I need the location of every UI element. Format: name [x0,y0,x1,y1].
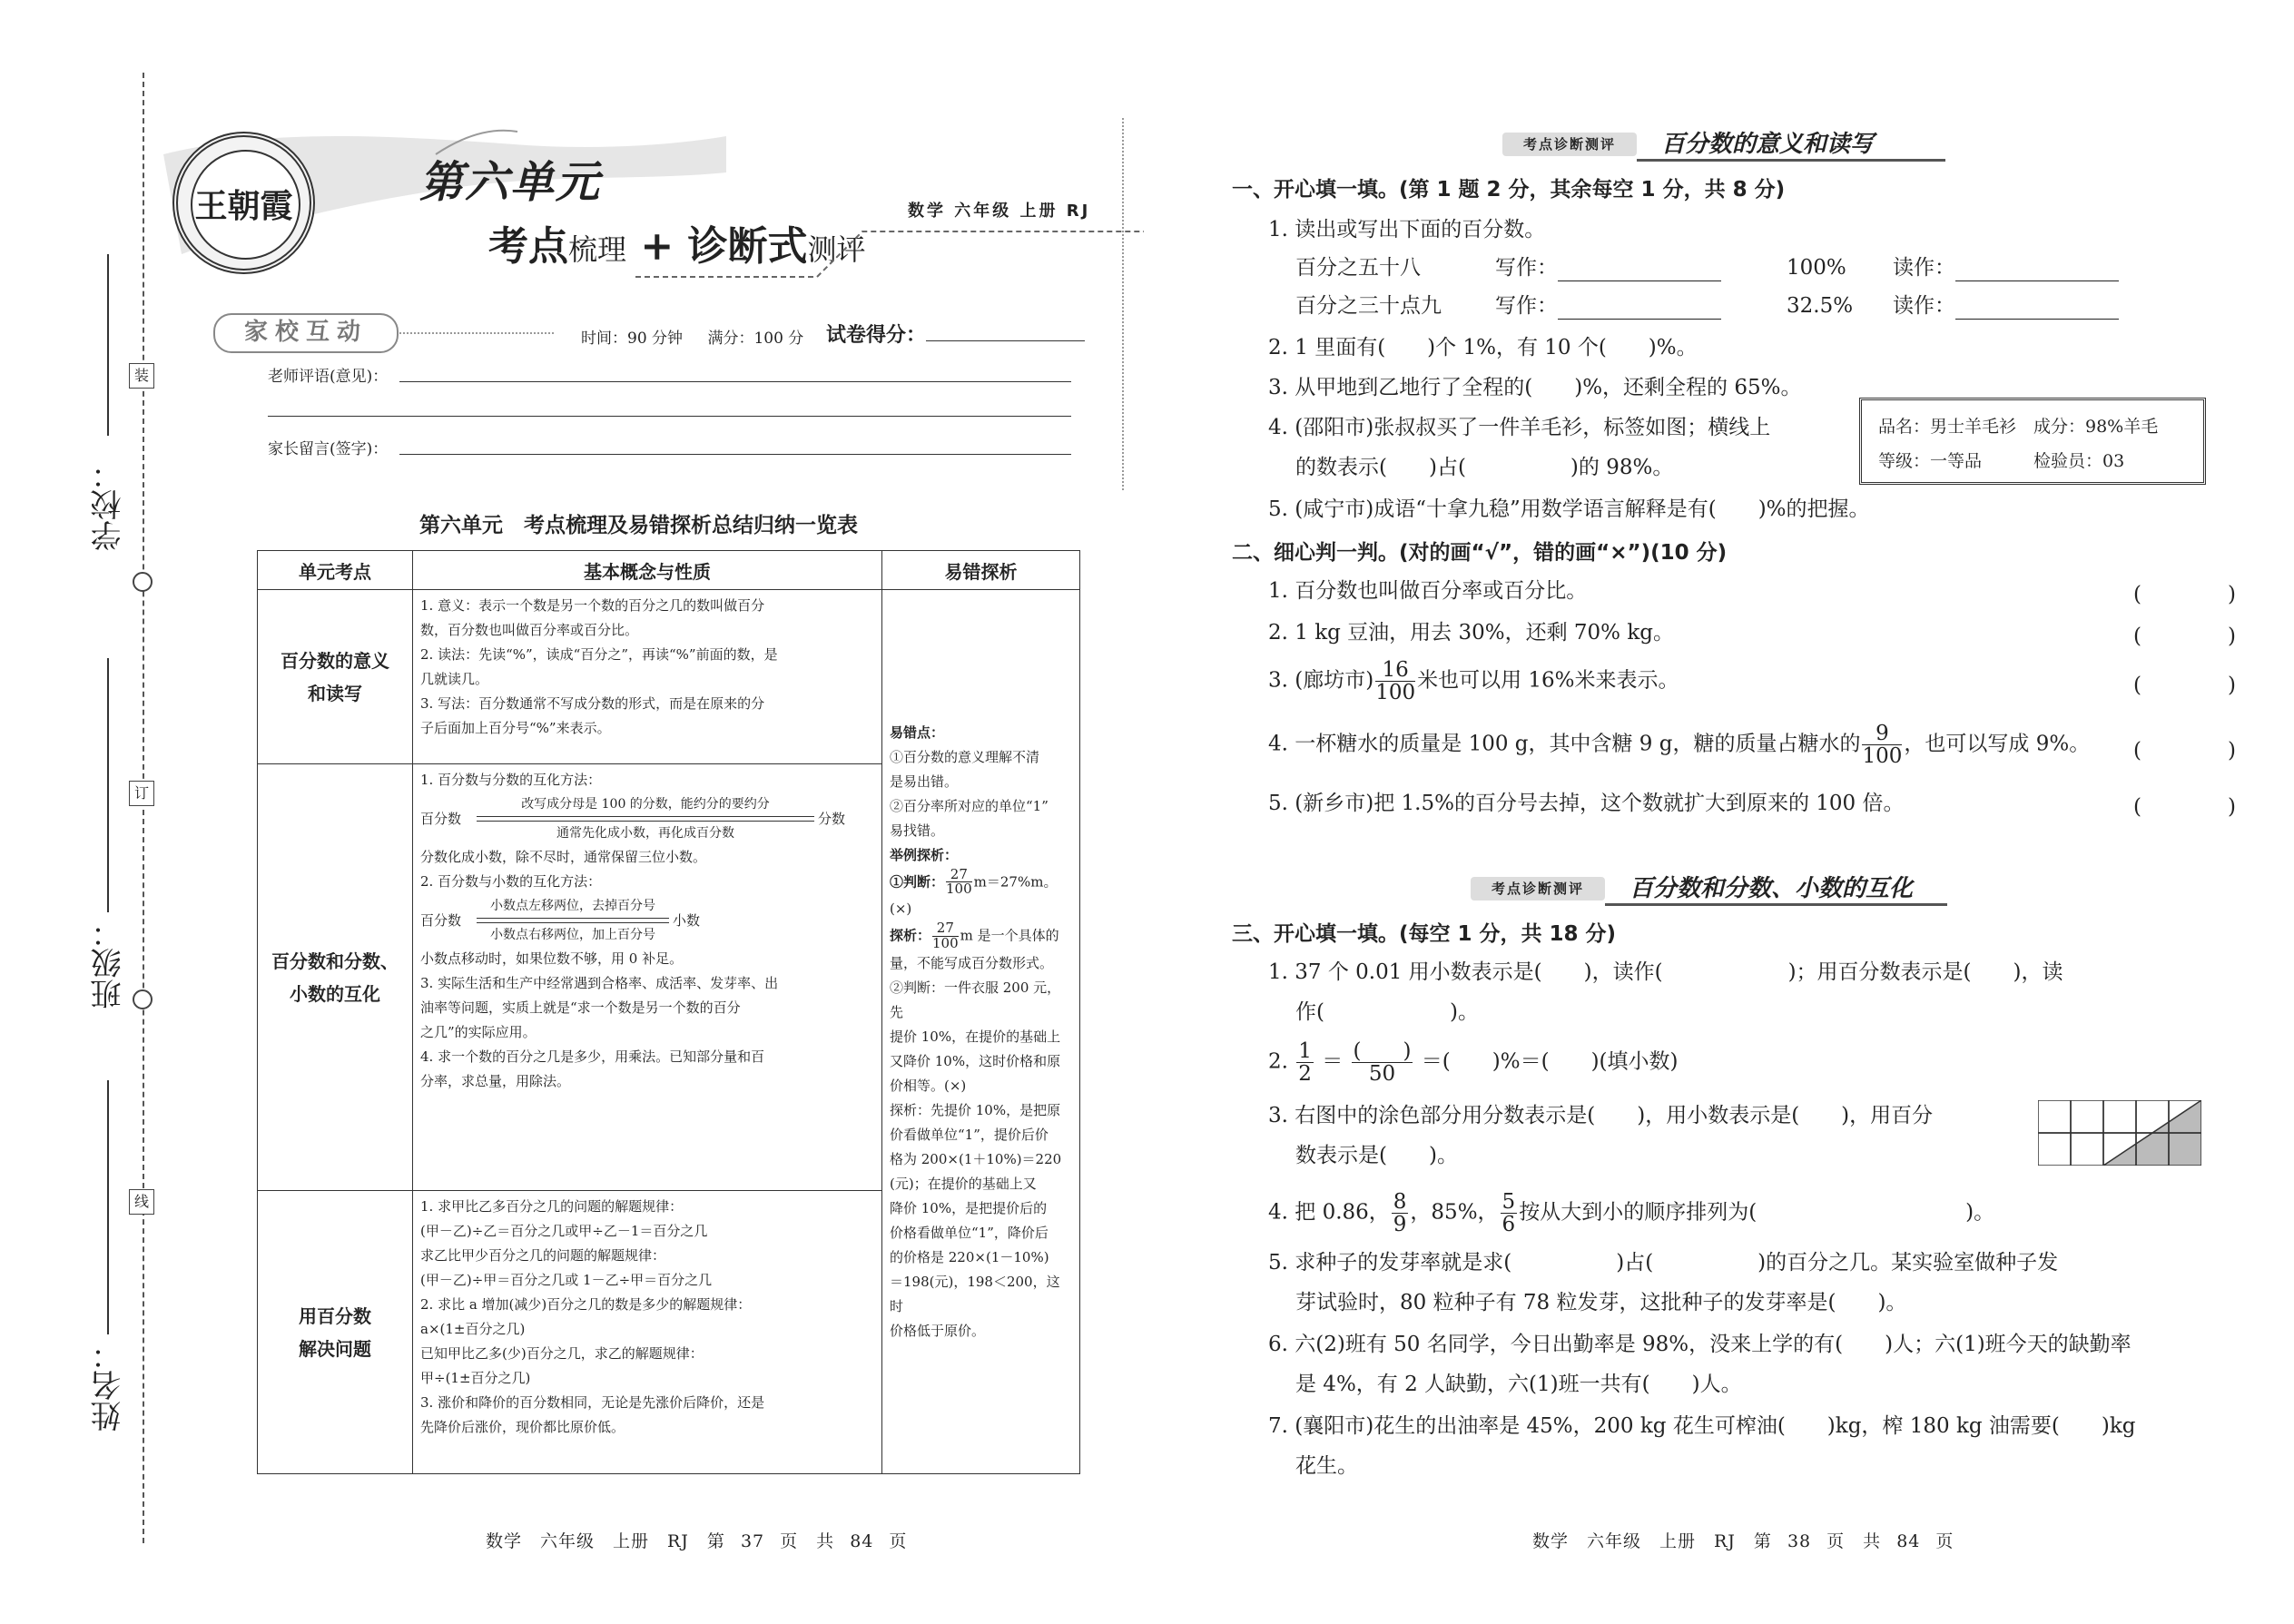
judge-answer-paren[interactable]: ( ) [2133,739,2269,763]
teacher-comment-label: 老师评语(意见)： [268,368,389,386]
concept-line: 3. 实际生活和生产中经常遇到合格率、成活率、发芽率、出 [420,975,779,991]
question-text: 3. 从甲地到乙地行了全程的( )%，还剩全程的 65%。 [1268,376,1802,399]
pitfall-line: 价格看做单位“1”，降价后 [890,1224,1049,1241]
answer-blank[interactable] [1558,261,1721,281]
concept-line: 小数点移动时，如果位数不够，用 0 补足。 [420,950,684,967]
pitfall-line: ＝198(元)，198＜200，这时 [890,1273,1060,1314]
pitfall-example [890,921,1072,951]
read-label: 读作： [1893,294,1955,318]
question-text: 百分之五十八 [1295,256,1421,280]
concept-line: 2. 求比 a 增加(减少)百分之几的数是多少的解题规律： [420,1296,752,1313]
grid-cell [2103,1100,2136,1133]
numerator: 1 [1298,1039,1312,1063]
answer-blank[interactable] [1558,299,1721,320]
pitfall-line: 格为 200×(1＋10%)＝220 [890,1150,1062,1167]
denominator: 2 [1298,1062,1312,1087]
question-text [1268,1191,1994,1235]
judge-question: 5. (新乡市)把 1.5%的百分号去掉，这个数就扩大到原来的 100 倍。 [1268,792,1905,815]
grid-cell [2038,1133,2071,1166]
topic-line: 百分数的意义 [281,649,389,672]
denominator: 6 [1501,1213,1516,1237]
score-blank[interactable] [926,340,1085,341]
pitfall-text: m 是一个具体的 [960,927,1059,944]
pitfall-line: ②判断：一件衣服 200 元，先 [890,979,1061,1020]
section-heading: 三、开心填一填。(每空 1 分，共 18 分) [1232,922,1617,946]
concept-line: 已知甲比乙多(少)百分之几，求乙的解题规律： [420,1345,704,1362]
question-text: 32.5% [1787,294,1854,318]
question-text: 6. 六(2)班有 50 名同学，今日出勤率是 98%，没来上学的有( )人；六(1)班今天的缺勤率 [1268,1333,2132,1356]
grid-cell [2038,1100,2071,1133]
judge-answer-paren[interactable]: ( ) [2133,795,2269,819]
concept-line: a×(1±百分之几) [420,1321,526,1337]
fraction [1501,1191,1518,1235]
concept-line: (甲－乙)÷乙＝百分之几或甲÷乙－1＝百分之几 [420,1223,708,1239]
pitfall-line: (元)；在提价的基础上又 [890,1175,1037,1192]
concept-line: 3. 涨价和降价的百分数相同，无论是先涨价后降价，还是 [420,1394,765,1411]
question-text: ＝ [1322,1049,1344,1074]
fraction [932,921,959,951]
pitfall-line: 又降价 10%，这时价格和原 [890,1052,1061,1069]
denominator: 100 [1375,681,1416,705]
section-banner [1502,125,1947,162]
label-row: 品名：男士羊毛衫 成分：98%羊毛 [1878,417,2159,437]
concept-line: (甲－乙)÷甲＝百分之几或 1－乙÷甲＝百分之几 [420,1272,713,1288]
subtitle-plus: + [640,223,674,270]
double-arrow [477,916,669,925]
numerator: 27 [946,868,972,883]
numerator: 5 [1501,1190,1516,1214]
question-text: 芽试验时，80 粒种子有 78 粒发芽，这批种子的发芽率是( )。 [1295,1291,1907,1314]
write-label: 写作： [1495,294,1558,318]
concept-cell [413,764,882,1191]
pitfall-line: ①百分数的意义理解不清 [890,748,1040,765]
question-text: ＝( )%＝( )(填小数) [1421,1049,1679,1074]
publisher-logo [172,132,315,274]
section-heading: 一、开心填一填。(第 1 题 2 分，其余每空 1 分，共 8 分) [1232,178,1786,202]
pitfall-example [890,865,1072,922]
judge-question: 1. 百分数也叫做百分率或百分比。 [1268,579,1588,603]
pitfall-line: 举例探析： [890,846,959,863]
arrow-top-label: 小数点左移两位，去掉百分号 [490,899,655,913]
topic-line: 和读写 [308,682,362,704]
garment-label-box [1859,398,2206,485]
pitfall-line: 是易出错。 [890,773,959,790]
concept-line: 分数化成小数，除不尽时，通常保留三位小数。 [420,849,707,865]
denominator: 100 [932,934,959,951]
banner-underline [1637,159,1945,162]
question-text: 百分之三十点九 [1295,294,1442,318]
class-label: 班级： [91,917,127,1009]
fraction [1392,1191,1409,1235]
topic-cell [258,764,413,1191]
question-text: 1. 37 个 0.01 用小数表示是( )，读作( )；用百分数表示是( )，读 [1268,960,2063,984]
pitfall-line: 易错点： [890,723,945,741]
banner-tag: 考点诊断测评 [1471,877,1605,901]
pitfall-text: m＝27%m。(×) [890,872,1058,917]
question-text: 2. 1 里面有( )个 1%，有 10 个( )%。 [1268,336,1698,359]
judge-answer-paren[interactable]: ( ) [2133,583,2269,606]
binding-mark-ding: 订 [129,781,154,806]
question-text: 米也可以用 16%米来表示。 [1417,668,1679,693]
question-text: 5. (咸宁市)成语“十拿九稳”用数学语言解释是有( )%的把握。 [1268,497,1870,521]
pitfall-line: 价格低于原价。 [890,1322,986,1339]
time-label: 时间：90 分钟 [581,330,684,348]
concept-line: 子后面加上百分号“%”来表示。 [420,720,611,736]
pitfall-line: 降价 10%，是把提价后的 [890,1199,1048,1216]
question-text: 100% [1787,256,1846,280]
concept-line: 1. 求甲比乙多百分之几的问题的解题规律： [420,1198,684,1215]
conversion-arrow [420,794,874,843]
table-title: 第六单元 考点梳理及易错探析总结归纳一览表 [419,514,858,537]
teacher-comment-line[interactable] [399,381,1071,382]
arrow-bottom-label: 通常先化成小数，再化成百分数 [556,826,734,841]
numerator: 9 [1862,723,1902,745]
judge-question: 2. 1 kg 豆油，用去 30%，还剩 70% kg。 [1268,621,1675,645]
double-arrow [477,814,814,823]
question-text: 3. 右图中的涂色部分用分数表示是( )，用小数表示是( )，用百分 [1268,1104,1934,1127]
concept-line: 3. 写法：百分数通常不写成分数的形式，而是在原来的分 [420,695,765,712]
home-school-tag: 家校互动 [213,313,399,353]
judge-answer-paren[interactable]: ( ) [2133,625,2269,648]
subtitle-part: 考点 [488,223,568,270]
parent-comment-line[interactable] [399,454,1071,455]
question-text: 2. [1268,1049,1288,1074]
question-text: 的数表示( )占( )的 98%。 [1295,456,1674,479]
unit-title: 第六单元 [419,157,602,208]
binding-margin [0,0,159,1624]
full-score-label: 满分：100 分 [707,330,804,348]
pitfall-cell [882,590,1080,1474]
judge-question [1268,723,2090,767]
pitfall-line: ②百分率所对应的单位“1” [890,797,1049,814]
pitfall-line: 价相等。(×) [890,1077,967,1094]
arrow-middle [477,794,814,843]
concept-cell [413,590,882,764]
question-text [1893,254,2119,281]
subtitle-part: 梳理 [568,232,627,267]
question-text: 按从大到小的顺序排列为( )。 [1519,1200,1995,1225]
question-text: 4. 一杯糖水的质量是 100 g，其中含糖 9 g，糖的质量占糖水的 [1268,732,1861,756]
shaded-grid-figure [2038,1100,2201,1166]
arrow-end-label: 分数 [818,810,846,827]
question-text: 花生。 [1295,1454,1358,1478]
question-text [1268,1040,1679,1085]
topic-line: 小数的互化 [290,982,380,1005]
tag-divider [399,332,554,334]
question-text: 3. (廊坊市) [1268,668,1374,693]
numerator[interactable]: ( ) [1353,1039,1412,1063]
question-text: ，85%， [1410,1200,1499,1225]
pitfall-line: 量，不能写成百分数形式。 [890,954,1054,971]
fraction [1296,1040,1314,1085]
answer-blank[interactable] [1955,261,2119,281]
question-text: 是 4%，有 2 人缺勤，六(1)班一共有( )人。 [1295,1373,1742,1396]
label-row: 等级：一等品 检验员：03 [1878,451,2125,471]
school-blank [107,254,109,436]
question-text [1893,292,2119,320]
judge-answer-paren[interactable]: ( ) [2133,674,2269,697]
fraction [1862,723,1902,767]
question-text: 7. (襄阳市)花生的出油率是 45%，200 kg 花生可榨油( )kg，榨 180 kg 油需要( )kg [1268,1414,2136,1438]
table-header: 基本概念与性质 [413,551,882,590]
banner-title: 百分数的意义和读写 [1661,131,1875,158]
concept-line: 先降价后涨价，现价都比原价低。 [420,1419,625,1435]
write-label: 写作： [1495,256,1558,280]
concept-line: 之几”的实际应用。 [420,1024,537,1040]
question-text: 4. (邵阳市)张叔叔买了一件羊毛衫，标签如图；横线上 [1268,416,1771,439]
pitfall-text: ①判断： [890,872,945,890]
arrow-bottom-label: 小数点右移两位，加上百分号 [490,928,655,942]
binding-mark-xian: 线 [129,1189,154,1215]
numerator: 16 [1375,659,1415,682]
read-label: 读作： [1893,256,1955,280]
concept-line: 2. 读法：先读“%”，读成“百分之”，再读“%”前面的数，是 [420,646,778,663]
banner-title: 百分数和分数、小数的互化 [1629,875,1914,902]
arrow-top-label: 改写成分母是 100 的分数，能约分的要约分 [521,797,770,812]
question-text: 数表示是( )。 [1295,1144,1458,1167]
grid-cell [2071,1100,2103,1133]
table-header: 单元考点 [258,551,413,590]
banner-underline [1605,903,1947,906]
exam-meta [581,325,803,348]
name-label: 姓名： [91,1339,127,1432]
banner-tag: 考点诊断测评 [1502,133,1637,156]
topic-line: 解决问题 [299,1337,371,1360]
topic-cell [258,590,413,764]
concept-line: 分率，求总量，用除法。 [420,1073,571,1089]
book-tag: 数学 六年级 上册 RJ [908,202,1091,221]
fraction [1352,1040,1413,1085]
answer-blank[interactable] [1955,299,2119,320]
grid-cell [2071,1133,2103,1166]
topic-line: 百分数和分数、 [271,950,399,972]
fraction [1375,659,1415,704]
concept-line: 几就读几。 [420,671,489,687]
judge-question [1268,659,1679,704]
pitfall-line: 价看做单位“1”，提价后价 [890,1126,1049,1143]
binding-hole [133,989,153,1009]
question-text [1495,254,1721,281]
arrow-end-label: 小数 [673,911,701,929]
teacher-comment-line[interactable] [268,416,1071,417]
binding-mark-zhuang: 装 [129,363,154,389]
summary-table [257,550,1080,1474]
page-footer-left: 数学 六年级 上册 RJ 第 37 页 共 84 页 [486,1531,908,1551]
arrow-end-label: 百分数 [420,911,462,929]
parent-comment-label: 家长留言(签字)： [268,440,389,458]
topic-cell [258,1191,413,1474]
conversion-arrow [420,896,729,945]
denominator: 100 [1862,744,1903,769]
logo-text: 王朝霞 [194,187,293,225]
score-label [826,320,1085,348]
concept-line: 求乙比甲少百分之几的问题的解题规律： [420,1247,666,1264]
fraction [946,865,972,898]
concept-cell [413,1191,882,1474]
name-blank [107,1080,109,1334]
subtitle-part: 诊断式 [687,223,808,270]
denominator: 100 [946,881,972,898]
binding-dashed-line [143,73,144,1543]
binding-hole [133,572,153,592]
pitfall-text: 探析： [890,927,931,944]
question-text: ，也可以写成 9%。 [1904,732,2091,756]
arrow-middle [477,896,669,945]
concept-line: 2. 百分数与小数的互化方法： [420,873,602,890]
school-label: 学校： [91,458,127,551]
question-text: 1. 读出或写出下面的百分数。 [1268,218,1546,241]
question-text: 作( )。 [1295,1000,1479,1024]
section-banner [1471,870,1947,906]
arrow-end-label: 百分数 [420,810,462,827]
concept-line: 1. 意义：表示一个数是另一个数的百分之几的数叫做百分 [420,597,765,614]
grid-cells [2038,1100,2201,1166]
pitfall-line: 提价 10%，在提价的基础上 [890,1028,1061,1045]
pitfall-line: 探析：先提价 10%，是把原 [890,1101,1061,1118]
denominator: 9 [1393,1213,1407,1237]
concept-line: 4. 求一个数的百分之几是多少，用乘法。已知部分量和百 [420,1048,765,1065]
pitfall-line: 易找错。 [890,822,945,839]
subtitle-part: 测评 [807,232,866,267]
page-footer-right: 数学 六年级 上册 RJ 第 38 页 共 84 页 [1532,1531,1954,1551]
concept-line: 油率等问题，实质上就是“求一个数是另一个数的百分 [420,999,741,1016]
concept-line: 1. 百分数与分数的互化方法： [420,772,602,788]
numerator: 27 [932,921,959,937]
question-text: 4. 把 0.86， [1268,1200,1390,1225]
section-heading: 二、细心判一判。(对的画“√”，错的画“×”)(10 分) [1232,541,1728,565]
topic-line: 用百分数 [299,1304,371,1327]
concept-line: 数，百分数也叫做百分率或百分比。 [420,622,639,638]
score-text: 试卷得分： [826,324,927,347]
class-blank [107,658,109,912]
numerator: 8 [1393,1190,1407,1214]
denominator: 50 [1368,1062,1396,1087]
table-header: 易错探析 [882,551,1080,590]
question-text [1495,292,1721,320]
pitfall-line: 的价格是 220×(1－10%) [890,1248,1049,1265]
header-dotted-divider [1122,118,1124,490]
concept-line: 甲÷(1±百分之几) [420,1370,531,1386]
question-text: 5. 求种子的发芽率就是求( )占( )的百分之几。某实验室做种子发 [1268,1251,2059,1275]
